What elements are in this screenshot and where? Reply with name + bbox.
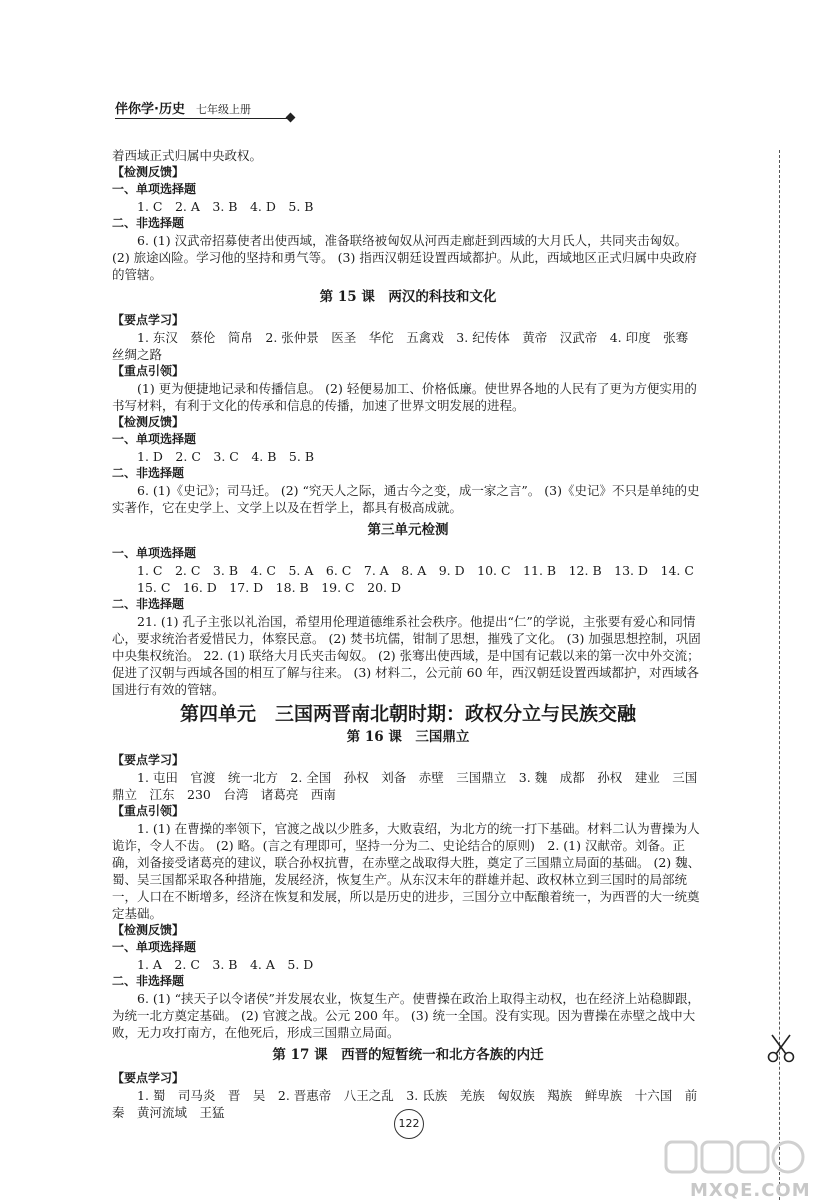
section-tag: 【要点学习】 [112, 753, 185, 767]
answer-paragraph: 6. (1) “挟天子以令诸侯”并发展农业，恢复生产。使曹操在政治上取得主动权，也在经济上站稳脚跟，为统一北方奠定基础。 (2) 官渡之战。公元 200 年。 (3) 统一全国。没有实现。因为曹操在赤壁之战中大败，无力攻打南方，在他死后，形成三国鼎立局面。 [112, 991, 700, 1040]
question-type-heading: 一、单项选择题 [112, 182, 197, 196]
answer-paragraph: (1) 更为便捷地记录和传播信息。 (2) 轻便易加工、价格低廉。使世界各地的人民有了更为方便实用的书写材料，有利于文化的传承和信息的传播，加速了世界文明发展的进程。 [112, 381, 697, 413]
section-tag: 【要点学习】 [112, 313, 185, 327]
scissors-icon [764, 1032, 798, 1066]
section-tag: 【要点学习】 [112, 1071, 185, 1085]
answer-paragraph: 21. (1) 孔子主张以礼治国，希望用伦理道德维系社会秩序。他提出“仁”的学说，主张要有爱心和同情心，要求统治者爱惜民力，体察民意。 (2) 焚书坑儒，钳制了思想，摧残了文化。 (3) 加强思想控制，巩固中央集权统治。 22. (1) 联络大月氏夹击匈奴。 (2) 张骞出使西域，是中国有记载以来的第一次中外交流；促进了汉朝与西域各国的相互了解与往来。 (3) 材料二，公元前 60 年，西汉朝廷设置西域都护，对西域各国进行有效的管辖。 [112, 614, 701, 697]
answer-key-line: 1. C 2. A 3. B 4. D 5. B [137, 199, 314, 214]
header-rule [115, 118, 290, 119]
answer-paragraph: 1. (1) 在曹操的率领下，官渡之战以少胜多，大败袁绍，为北方的统一打下基础。材料二认为曹操为人诡诈，令人不齿。 (2) 略。(言之有理即可，坚持一分为二、史论结合的原则) 2. (1) 汉献帝。刘备。正确，刘备接受诸葛亮的建议，联合孙权抗曹，在赤壁之战取得大胜，奠定了三国鼎立局面的基础。 (2) 魏、蜀、吴三国都采取各种措施，发展经济，恢复生产。从东汉末年的群雄并起、政权林立到三国时的局部统一，人口在不断增多，经济在恢复和发展，所以是历史的进步，三国分立中酝酿着统一，为西晋的大一统奠定基础。 [112, 821, 701, 921]
section-tag: 【检测反馈】 [112, 923, 185, 937]
lesson-title: 第 15 课 两汉的科技和文化 [319, 289, 497, 305]
answer-key-line: 1. C 2. C 3. B 4. C 5. A 6. C 7. A 8. A 9. D 10. C 11. B 12. B 13. D 14. C 15. C 16. D 17. D 18. B 19. C 20. D [137, 563, 707, 595]
section-tag: 【检测反馈】 [112, 165, 185, 179]
header-diamond-icon [286, 113, 296, 123]
book-subtitle: 七年级上册 [196, 103, 252, 116]
section-tag: 【重点引领】 [112, 804, 185, 818]
section-tag: 【检测反馈】 [112, 415, 185, 429]
answer-paragraph: 1. 屯田 官渡 统一北方 2. 全国 孙权 刘备 赤壁 三国鼎立 3. 魏 成都 孙权 建业 三国鼎立 江东 230 台湾 诸葛亮 西南 [112, 770, 698, 802]
question-type-heading: 一、单项选择题 [112, 546, 197, 560]
question-type-heading: 一、单项选择题 [112, 432, 197, 446]
page-header [115, 98, 290, 117]
lesson-title: 第三单元检测 [367, 522, 449, 538]
lesson-title: 第 17 课 西晋的短暂统一和北方各族的内迁 [272, 1047, 544, 1063]
answer-content [112, 147, 707, 1121]
question-type-heading: 一、单项选择题 [112, 940, 197, 954]
watermark-text: MXQE.COM [690, 1180, 811, 1201]
answer-key-line: 1. A 2. C 3. B 4. A 5. D [137, 957, 314, 972]
answer-paragraph: 6. (1)《史记》；司马迁。 (2) “究天人之际，通古今之变，成一家之言”。 (3)《史记》不只是单纯的史实著作，它在史学上、文学上以及在哲学上，都具有极高成就。 [112, 483, 700, 515]
answer-paragraph: 1. 东汉 蔡伦 简帛 2. 张仲景 医圣 华佗 五禽戏 3. 纪传体 黄帝 汉武帝 4. 印度 张骞 丝绸之路 [112, 330, 701, 362]
answer-key-line: 1. D 2. C 3. C 4. B 5. B [137, 449, 315, 464]
lesson-title: 第 16 课 三国鼎立 [346, 729, 470, 745]
question-type-heading: 二、非选择题 [112, 597, 185, 611]
question-type-heading: 二、非选择题 [112, 974, 185, 988]
unit-title: 第四单元 三国两晋南北朝时期：政权分立与民族交融 [179, 703, 636, 725]
answer-paragraph: 6. (1) 汉武帝招募使者出使西域，准备联络被匈奴从河西走廊赶到西域的大月氏人，共同夹击匈奴。(2) 旅途凶险。学习他的坚持和勇气等。 (3) 指西汉朝廷设置西域都护。从此，西域地区正式归属中央政府的管辖。 [112, 233, 697, 282]
page-number: 122 [394, 1109, 424, 1139]
question-type-heading: 二、非选择题 [112, 466, 185, 480]
text-line: 着西域正式归属中央政权。 [112, 148, 263, 163]
book-title: 伴你学·历史 [115, 102, 185, 117]
section-tag: 【重点引领】 [112, 364, 185, 378]
question-type-heading: 二、非选择题 [112, 216, 185, 230]
answer-paragraph: 1. 蜀 司马炎 晋 吴 2. 晋惠帝 八王之乱 3. 氐族 羌族 匈奴族 羯族 鲜卑族 十六国 前秦 黄河流域 王猛 [112, 1088, 698, 1120]
